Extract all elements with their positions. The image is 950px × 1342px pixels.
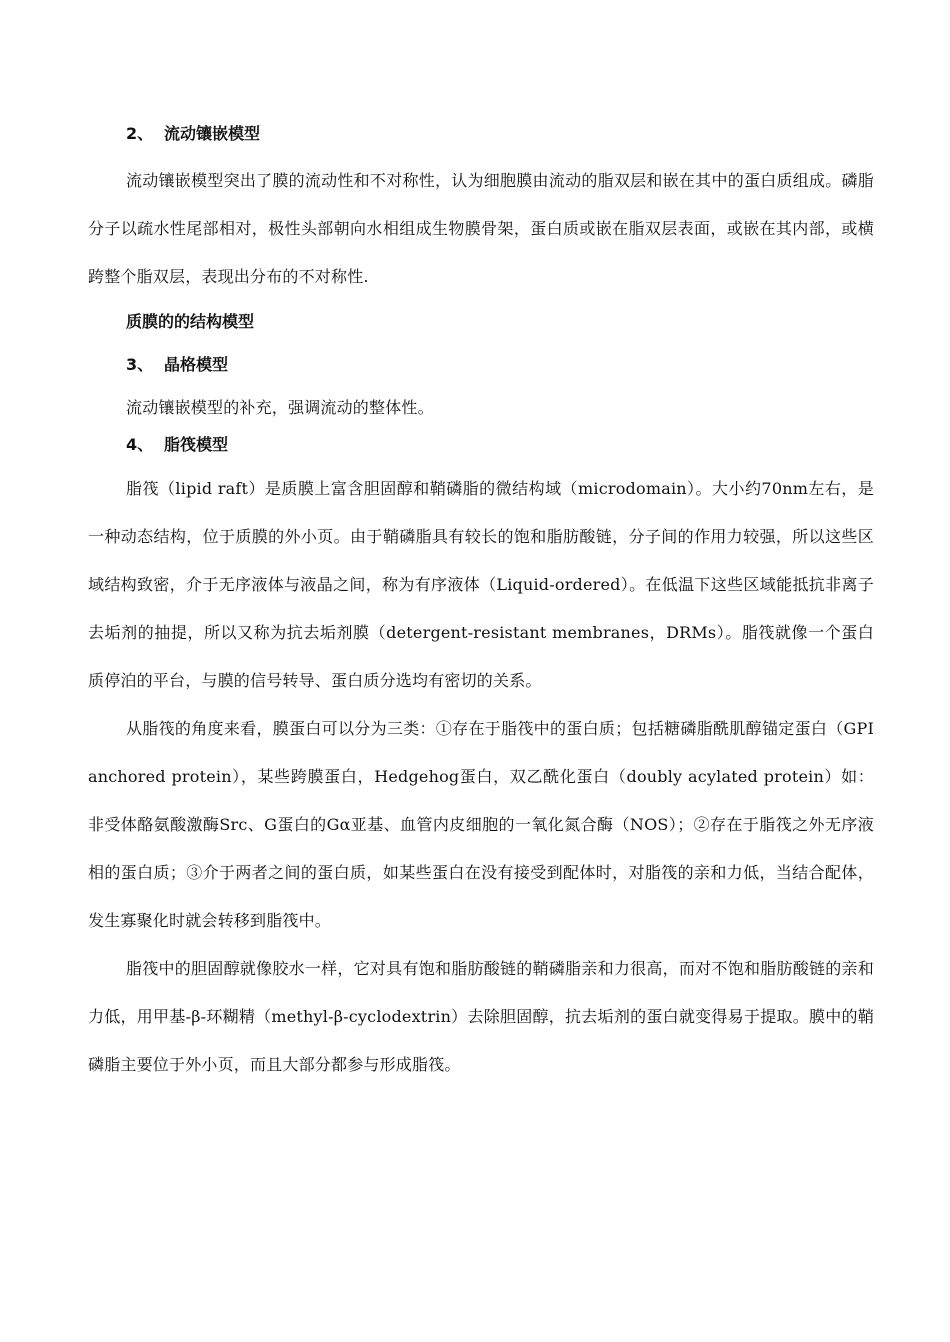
section-title: 流动镶嵌模型 [164,124,261,143]
paragraph-lattice-model: 流动镶嵌模型的补充，强调流动的整体性。 [126,398,434,417]
section-heading-lipid-raft [88,433,874,457]
paragraph-raft-cholesterol: 脂筏中的胆固醇就像胶水一样，它对具有饱和脂肪酸链的鞘磷脂亲和力很高，而对不饱和脂肪酸链的亲和力低，用甲基-β-环糊精（methyl-β-cyclodextrin）去除胆固醇，抗去垢剂的蛋白就变得易于提取。膜中的鞘磷脂主要位于外小页，而且大部分都参与形成脂筏。 [88,959,874,1074]
paragraph-raft-protein-classes: 从脂筏的角度来看，膜蛋白可以分为三类：①存在于脂筏中的蛋白质；包括糖磷脂酰肌醇锚定蛋白（GPI anchored protein），某些跨膜蛋白，Hedgehog蛋白，双乙酰化蛋白（doubly acylated protein）如：非受体酪氨酸激酶Src、G蛋白的Gα亚基、血管内皮细胞的一氧化氮合酶（NOS）；②存在于脂筏之外无序液相的蛋白质；③介于两者之间的蛋白质，如某些蛋白在没有接受到配体时，对脂筏的亲和力低，当结合配体，发生寡聚化时就会转移到脂筏中。 [88,719,874,930]
document-page [88,122,874,1089]
section-title: 脂筏模型 [164,435,229,454]
section-number: 3、 [126,355,154,374]
paragraph-lipid-raft-definition: 脂筏（lipid raft）是质膜上富含胆固醇和鞘磷脂的微结构域（microdomain）。大小约70nm左右，是一种动态结构，位于质膜的外小页。由于鞘磷脂具有较长的饱和脂肪酸链，分子间的作用力较强，所以这些区域结构致密，介于无序液体与液晶之间，称为有序液体（Liquid-ordered）。在低温下这些区域能抵抗非离子去垢剂的抽提，所以又称为抗去垢剂膜（detergent-resistant membranes，DRMs）。脂筏就像一个蛋白质停泊的平台，与膜的信号转导、蛋白质分选均有密切的关系。 [88,479,874,690]
section-heading-membrane-models [88,310,874,334]
section-number: 4、 [126,435,154,454]
section-heading-lattice-model [88,353,874,377]
section-title: 质膜的的结构模型 [126,312,255,331]
paragraph-fluid-mosaic: 流动镶嵌模型突出了膜的流动性和不对称性，认为细胞膜由流动的脂双层和嵌在其中的蛋白质组成。磷脂分子以疏水性尾部相对，极性头部朝向水相组成生物膜骨架，蛋白质或嵌在脂双层表面，或嵌在其内部，或横跨整个脂双层，表现出分布的不对称性. [88,171,874,286]
section-title: 晶格模型 [164,355,229,374]
section-heading-fluid-mosaic [88,122,874,146]
section-number: 2、 [126,124,154,143]
